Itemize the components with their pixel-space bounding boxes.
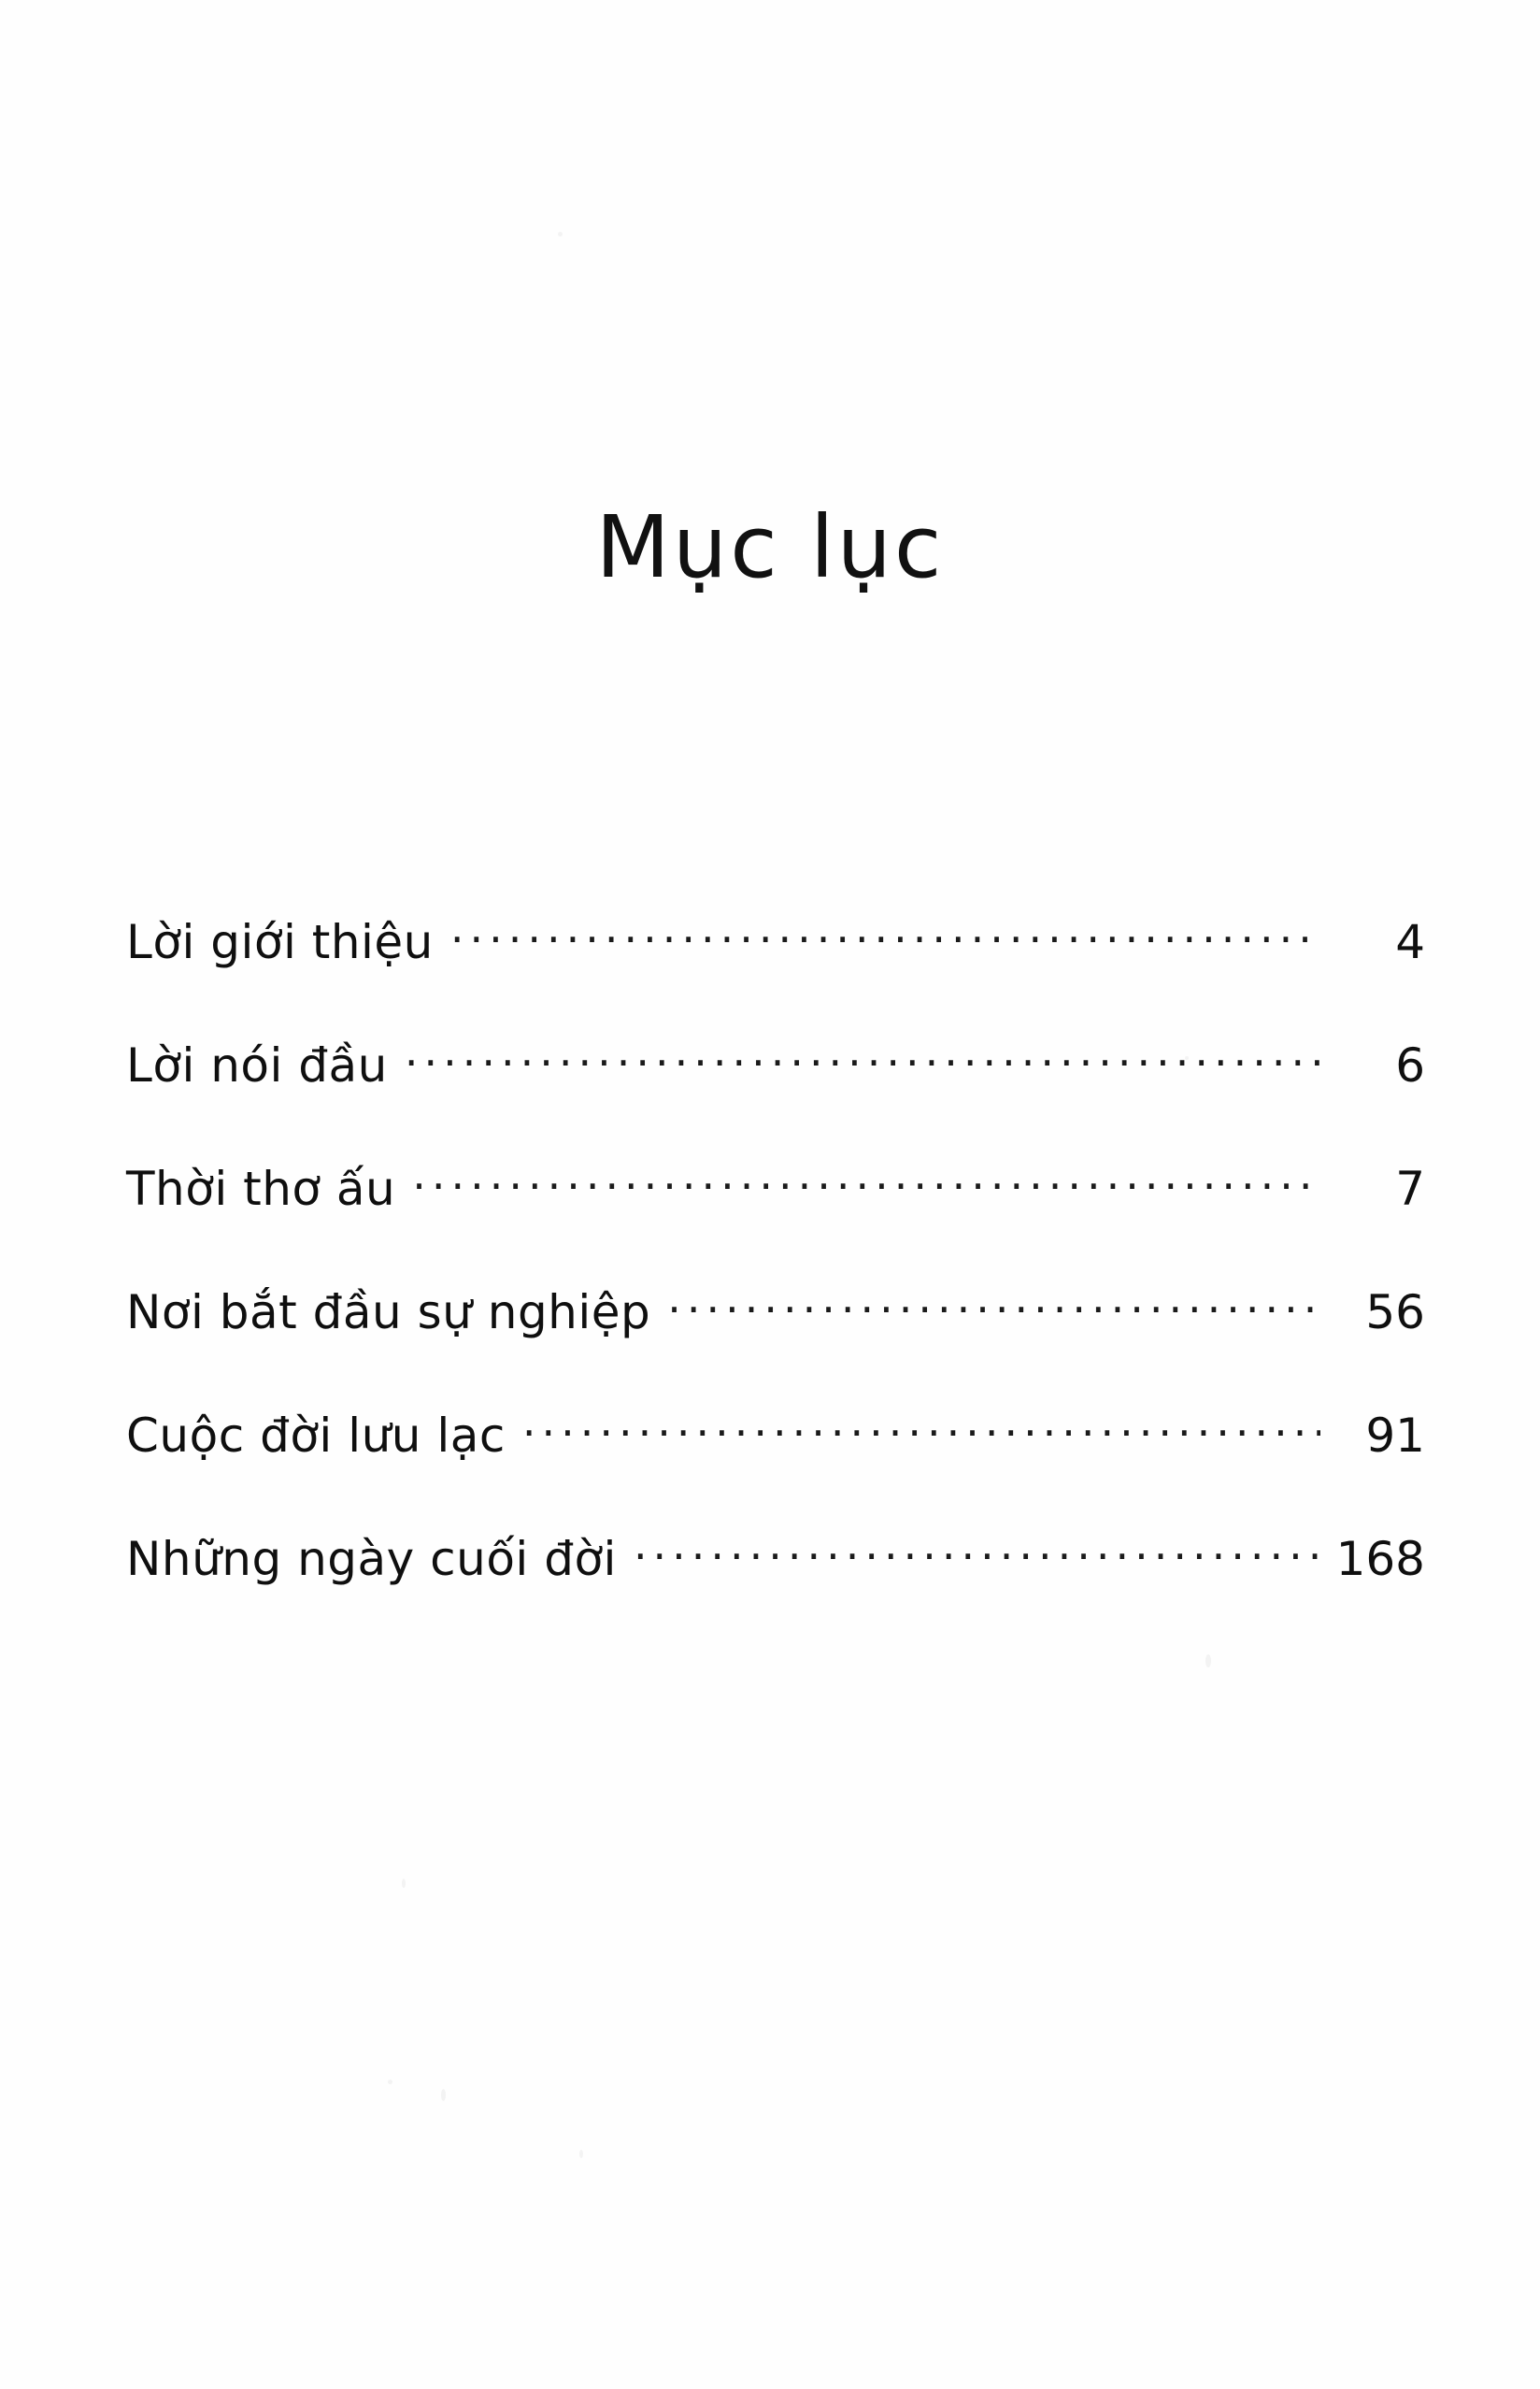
- toc-entry[interactable]: [126, 1405, 1425, 1528]
- toc-entry[interactable]: [126, 1281, 1425, 1405]
- toc-entry[interactable]: [126, 1528, 1425, 1652]
- paper-speck: [402, 1879, 406, 1888]
- toc-entry-label: Những ngày cuối đời: [126, 1532, 617, 1586]
- toc-entry-page: 168: [1335, 1532, 1425, 1586]
- toc-entry-label: Thời thơ ấu: [126, 1162, 396, 1216]
- toc-entry-page: 91: [1365, 1409, 1425, 1463]
- toc-leader-dots: [522, 1405, 1320, 1452]
- toc-entry-label: Nơi bắt đầu sự nghiệp: [126, 1285, 651, 1339]
- toc-leader-dots: [450, 911, 1320, 958]
- toc-entry-page: 4: [1395, 915, 1425, 969]
- toc-leader-dots: [412, 1158, 1320, 1205]
- toc-entry[interactable]: [126, 1158, 1425, 1281]
- table-of-contents: [126, 911, 1425, 1652]
- paper-speck: [1205, 1654, 1211, 1667]
- toc-entry-page: 56: [1365, 1285, 1425, 1339]
- toc-entry-label: Cuộc đời lưu lạc: [126, 1409, 506, 1463]
- paper-speck: [441, 2089, 446, 2101]
- toc-leader-dots: [405, 1035, 1320, 1081]
- paper-speck: [388, 2080, 392, 2084]
- page-title: Mục lục: [595, 496, 945, 597]
- toc-leader-dots: [634, 1528, 1320, 1575]
- toc-entry-page: 6: [1395, 1038, 1425, 1093]
- paper-speck: [579, 2150, 583, 2158]
- toc-entry-label: Lời nói đầu: [126, 1038, 388, 1093]
- toc-leader-dots: [667, 1281, 1320, 1328]
- toc-entry-page: 7: [1395, 1162, 1425, 1216]
- toc-entry[interactable]: [126, 911, 1425, 1035]
- paper-speck: [558, 232, 563, 236]
- toc-entry[interactable]: [126, 1035, 1425, 1158]
- toc-entry-label: Lời giới thiệu: [126, 915, 434, 969]
